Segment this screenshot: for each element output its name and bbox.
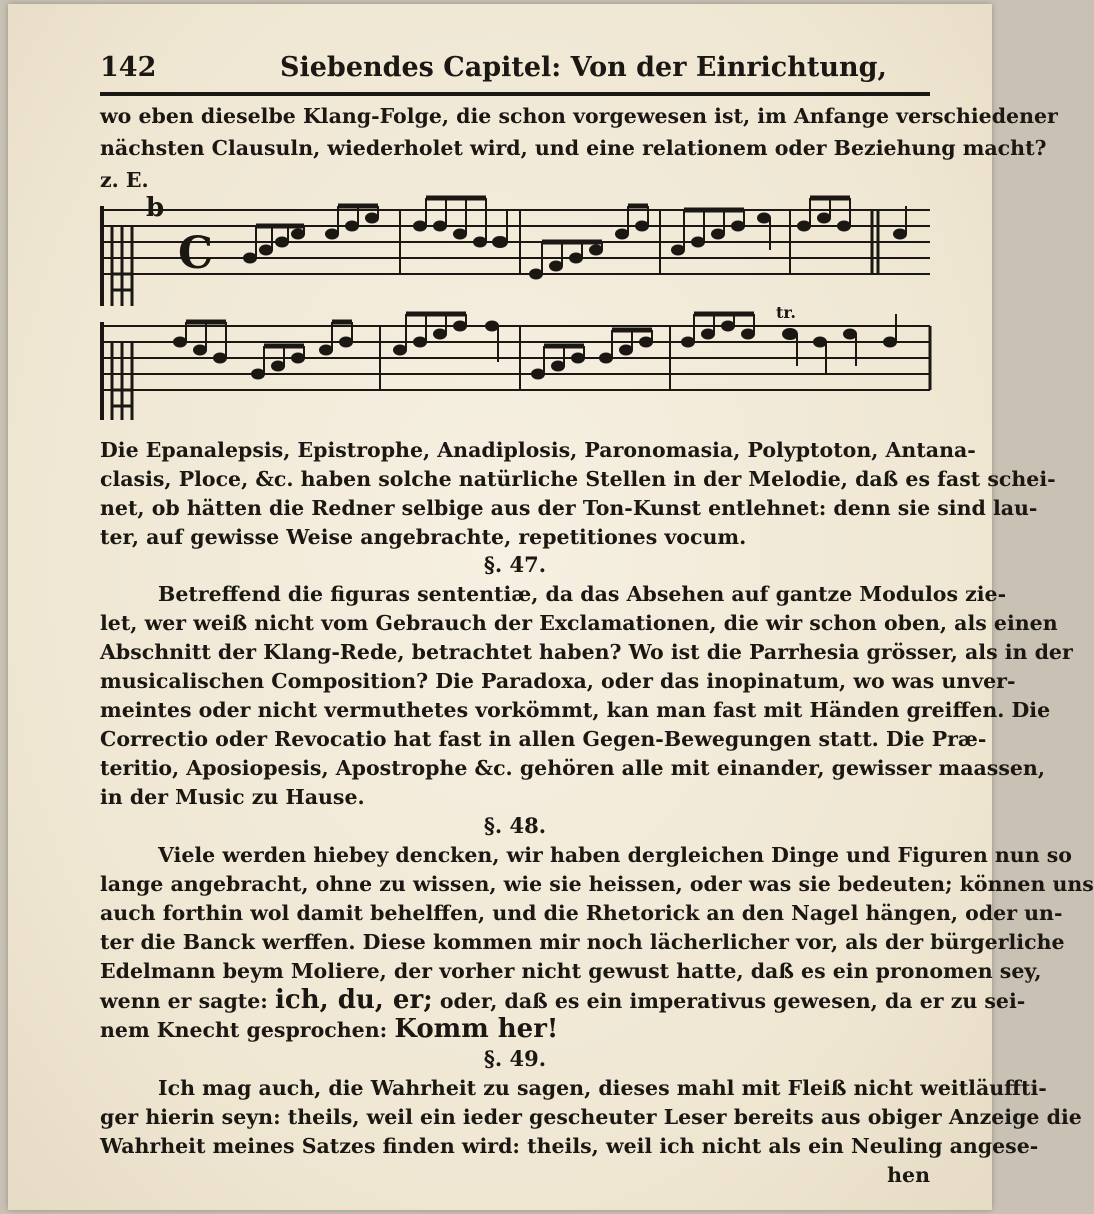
text-fragment: nem Knecht gesprochen:: [100, 1018, 395, 1042]
text-line: z. E.: [100, 168, 149, 192]
common-time-sign: C: [178, 228, 214, 279]
text-line: wo eben dieselbe Klang-Folge, die schon vorgewesen ist, im Anfange verschiedener: [100, 104, 1058, 128]
book-page: [8, 4, 1094, 1210]
page-number: 142: [100, 52, 157, 83]
emphasized-text: ich, du, er;: [275, 985, 433, 1015]
text-line: Correctio oder Revocatio hat fast in allen Gegen-Bewegungen statt. Die Præ-: [100, 727, 987, 751]
text-line: ter die Banck werffen. Diese kommen mir noch lächerlicher vor, als der bürgerliche: [100, 930, 1065, 954]
text-line: in der Music zu Hause.: [100, 785, 365, 809]
text-line: Viele werden hiebey dencken, wir haben dergleichen Dinge und Figuren nun so: [158, 843, 1072, 867]
emphasized-text: Komm her!: [394, 1014, 559, 1044]
text-fragment: oder, daß es ein imperativus gewesen, da er zu sei-: [432, 989, 1026, 1013]
text-line: Edelmann beym Moliere, der vorher nicht gewust hatte, daß es ein pronomen sey,: [100, 959, 1042, 983]
text-line: [100, 1015, 930, 1044]
text-line: teritio, Aposiopesis, Apostrophe &c. gehören alle mit einander, gewisser maassen,: [100, 756, 1045, 780]
text-line: let, wer weiß nicht vom Gebrauch der Exclamationen, die wir schon oben, als einen: [100, 611, 1058, 635]
text-line: meintes oder nicht vermuthetes vorkömmt, kan man fast mit Händen greiffen. Die: [100, 698, 1051, 722]
text-line: Wahrheit meines Satzes finden wird: theils, weil ich nicht als ein Neuling angese-: [100, 1134, 1039, 1158]
text-line: net, ob hätten die Redner selbige aus der Ton-Kunst entlehnet: denn sie sind lau-: [100, 496, 1038, 520]
text-line: Betreffend die figuras sententiæ, da das Absehen auf gantze Modulos zie-: [158, 582, 1007, 606]
running-head: Siebendes Capitel: Von der Einrichtung,: [280, 52, 887, 83]
text-line: [100, 985, 1026, 1015]
text-line: Ich mag auch, die Wahrheit zu sagen, dieses mahl mit Fleiß nicht weitläuffti-: [158, 1076, 1047, 1100]
catchword: hen: [887, 1163, 930, 1187]
text-line: ter, auf gewisse Weise angebrachte, repetitiones vocum.: [100, 525, 747, 549]
section-heading: §. 47.: [483, 552, 547, 577]
text-line: auch forthin wol damit behelffen, und die Rhetorick an den Nagel hängen, oder un-: [100, 901, 1063, 925]
text-line: nächsten Clausuln, wiederholet wird, und eine relationem oder Beziehung macht?: [100, 136, 1047, 160]
flat-sign: b: [146, 193, 165, 223]
text-line: clasis, Ploce, &c. haben solche natürliche Stellen in der Melodie, daß es fast schei-: [100, 467, 1056, 491]
trill-label: tr.: [776, 303, 796, 322]
music-staff-2: [100, 302, 930, 424]
text-fragment: wenn er sagte:: [100, 989, 275, 1013]
text-line: Abschnitt der Klang-Rede, betrachtet haben? Wo ist die Parrhesia grösser, als in der: [100, 640, 1073, 664]
text-line: musicalischen Composition? Die Paradoxa, oder das inopinatum, wo was unver-: [100, 669, 1016, 693]
text-line: lange angebracht, ohne zu wissen, wie sie heissen, oder was sie bedeuten; können uns: [100, 872, 1094, 896]
section-heading: §. 48.: [483, 813, 547, 838]
header-rule: [100, 92, 930, 96]
text-line: ger hierin seyn: theils, weil ein ieder gescheuter Leser bereits aus obiger Anzeige die: [100, 1105, 1082, 1129]
text-line: Die Epanalepsis, Epistrophe, Anadiplosis, Paronomasia, Polyptoton, Antana-: [100, 438, 976, 462]
music-staff-1: [100, 186, 930, 310]
section-heading: §. 49.: [483, 1046, 547, 1071]
page-header: [100, 46, 930, 90]
